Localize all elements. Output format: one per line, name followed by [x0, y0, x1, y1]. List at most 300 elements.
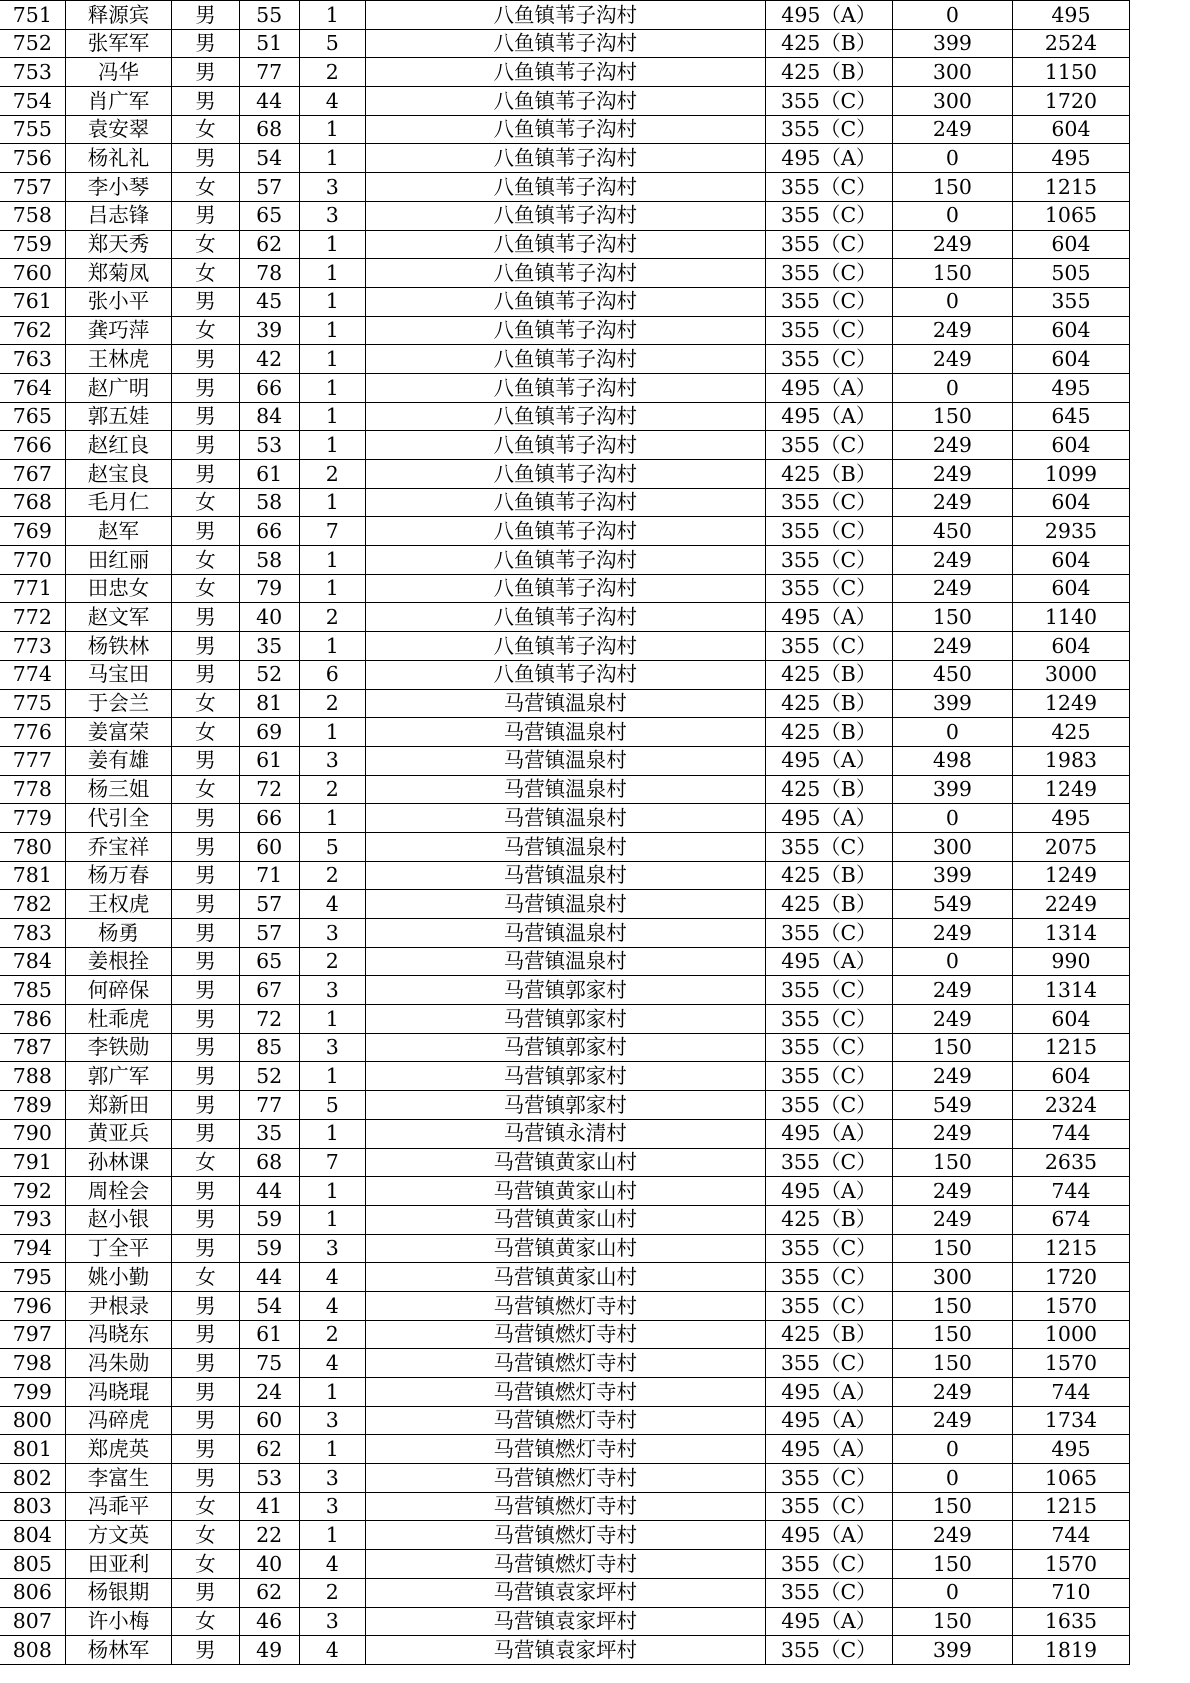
table-row	[0, 316, 1130, 345]
tier-cell: 355（C）	[765, 1636, 892, 1665]
total-cell: 2324	[1012, 1091, 1129, 1120]
row-number-cell: 807	[0, 1607, 65, 1636]
table-row	[0, 1349, 1130, 1378]
row-number-cell: 770	[0, 546, 65, 575]
row-number-cell: 785	[0, 976, 65, 1005]
gender-cell: 男	[172, 1464, 239, 1493]
table-row	[0, 919, 1130, 948]
household-size-cell: 1	[299, 1521, 365, 1550]
age-cell: 79	[239, 574, 299, 603]
table-row	[0, 1205, 1130, 1234]
name-cell: 冯华	[65, 58, 172, 87]
gender-cell: 男	[172, 1234, 239, 1263]
row-number-cell: 799	[0, 1378, 65, 1407]
location-cell: 马营镇郭家村	[365, 1005, 765, 1034]
gender-cell: 男	[172, 201, 239, 230]
location-cell: 马营镇温泉村	[365, 718, 765, 747]
table-row	[0, 603, 1130, 632]
total-cell: 1215	[1012, 1492, 1129, 1521]
supplement-cell: 0	[892, 947, 1012, 976]
gender-cell: 男	[172, 746, 239, 775]
household-size-cell: 1	[299, 1, 365, 30]
tier-cell: 355（C）	[765, 1234, 892, 1263]
total-cell: 355	[1012, 287, 1129, 316]
tier-cell: 495（A）	[765, 804, 892, 833]
location-cell: 八鱼镇苇子沟村	[365, 259, 765, 288]
tier-cell: 425（B）	[765, 660, 892, 689]
gender-cell: 男	[172, 58, 239, 87]
name-cell: 孙林课	[65, 1148, 172, 1177]
supplement-cell: 249	[892, 1062, 1012, 1091]
supplement-cell: 150	[892, 1291, 1012, 1320]
row-number-cell: 762	[0, 316, 65, 345]
tier-cell: 355（C）	[765, 1033, 892, 1062]
name-cell: 姜根拴	[65, 947, 172, 976]
total-cell: 1570	[1012, 1550, 1129, 1579]
row-number-cell: 801	[0, 1435, 65, 1464]
name-cell: 杨银期	[65, 1578, 172, 1607]
gender-cell: 男	[172, 1062, 239, 1091]
total-cell: 604	[1012, 115, 1129, 144]
age-cell: 42	[239, 345, 299, 374]
name-cell: 郑菊凤	[65, 259, 172, 288]
age-cell: 71	[239, 861, 299, 890]
supplement-cell: 0	[892, 201, 1012, 230]
tier-cell: 495（A）	[765, 144, 892, 173]
tier-cell: 355（C）	[765, 1578, 892, 1607]
age-cell: 35	[239, 632, 299, 661]
table-row	[0, 746, 1130, 775]
row-number-cell: 755	[0, 115, 65, 144]
location-cell: 马营镇温泉村	[365, 746, 765, 775]
age-cell: 40	[239, 603, 299, 632]
row-number-cell: 789	[0, 1091, 65, 1120]
gender-cell: 女	[172, 775, 239, 804]
row-number-cell: 791	[0, 1148, 65, 1177]
name-cell: 赵军	[65, 517, 172, 546]
gender-cell: 女	[172, 689, 239, 718]
table-row	[0, 832, 1130, 861]
total-cell: 1150	[1012, 58, 1129, 87]
supplement-cell: 0	[892, 804, 1012, 833]
total-cell: 604	[1012, 1005, 1129, 1034]
table-row	[0, 345, 1130, 374]
location-cell: 八鱼镇苇子沟村	[365, 287, 765, 316]
age-cell: 41	[239, 1492, 299, 1521]
age-cell: 52	[239, 660, 299, 689]
age-cell: 66	[239, 517, 299, 546]
supplement-cell: 300	[892, 58, 1012, 87]
supplement-cell: 549	[892, 890, 1012, 919]
supplement-cell: 249	[892, 919, 1012, 948]
name-cell: 李富生	[65, 1464, 172, 1493]
supplement-cell: 249	[892, 230, 1012, 259]
location-cell: 八鱼镇苇子沟村	[365, 29, 765, 58]
household-size-cell: 1	[299, 402, 365, 431]
location-cell: 马营镇燃灯寺村	[365, 1492, 765, 1521]
row-number-cell: 758	[0, 201, 65, 230]
supplement-cell: 249	[892, 345, 1012, 374]
table-row	[0, 1119, 1130, 1148]
household-size-cell: 2	[299, 58, 365, 87]
table-row	[0, 115, 1130, 144]
location-cell: 马营镇燃灯寺村	[365, 1320, 765, 1349]
table-row	[0, 660, 1130, 689]
tier-cell: 495（A）	[765, 1521, 892, 1550]
row-number-cell: 783	[0, 919, 65, 948]
location-cell: 马营镇燃灯寺村	[365, 1521, 765, 1550]
age-cell: 61	[239, 746, 299, 775]
location-cell: 八鱼镇苇子沟村	[365, 460, 765, 489]
tier-cell: 425（B）	[765, 1320, 892, 1349]
total-cell: 744	[1012, 1119, 1129, 1148]
age-cell: 59	[239, 1205, 299, 1234]
location-cell: 马营镇温泉村	[365, 919, 765, 948]
gender-cell: 男	[172, 890, 239, 919]
tier-cell: 495（A）	[765, 603, 892, 632]
tier-cell: 495（A）	[765, 373, 892, 402]
table-row	[0, 431, 1130, 460]
age-cell: 62	[239, 230, 299, 259]
supplement-cell: 249	[892, 431, 1012, 460]
tier-cell: 495（A）	[765, 947, 892, 976]
table-row	[0, 976, 1130, 1005]
household-size-cell: 3	[299, 746, 365, 775]
household-size-cell: 5	[299, 832, 365, 861]
name-cell: 李铁勋	[65, 1033, 172, 1062]
age-cell: 45	[239, 287, 299, 316]
name-cell: 郑新田	[65, 1091, 172, 1120]
name-cell: 田忠女	[65, 574, 172, 603]
household-size-cell: 4	[299, 1291, 365, 1320]
row-number-cell: 757	[0, 173, 65, 202]
gender-cell: 男	[172, 632, 239, 661]
location-cell: 八鱼镇苇子沟村	[365, 660, 765, 689]
tier-cell: 355（C）	[765, 87, 892, 116]
total-cell: 1983	[1012, 746, 1129, 775]
location-cell: 马营镇袁家坪村	[365, 1636, 765, 1665]
location-cell: 马营镇温泉村	[365, 832, 765, 861]
table-row	[0, 804, 1130, 833]
table-row	[0, 1464, 1130, 1493]
gender-cell: 女	[172, 259, 239, 288]
name-cell: 吕志锋	[65, 201, 172, 230]
gender-cell: 女	[172, 546, 239, 575]
supplement-cell: 0	[892, 1435, 1012, 1464]
row-number-cell: 804	[0, 1521, 65, 1550]
supplement-cell: 0	[892, 1464, 1012, 1493]
location-cell: 马营镇燃灯寺村	[365, 1435, 765, 1464]
row-number-cell: 803	[0, 1492, 65, 1521]
total-cell: 1314	[1012, 976, 1129, 1005]
age-cell: 57	[239, 919, 299, 948]
row-number-cell: 798	[0, 1349, 65, 1378]
location-cell: 八鱼镇苇子沟村	[365, 632, 765, 661]
household-size-cell: 1	[299, 1177, 365, 1206]
total-cell: 744	[1012, 1378, 1129, 1407]
gender-cell: 男	[172, 345, 239, 374]
row-number-cell: 771	[0, 574, 65, 603]
name-cell: 杨三姐	[65, 775, 172, 804]
table-row	[0, 632, 1130, 661]
table-row	[0, 1435, 1130, 1464]
total-cell: 604	[1012, 431, 1129, 460]
household-size-cell: 6	[299, 660, 365, 689]
gender-cell: 男	[172, 287, 239, 316]
row-number-cell: 797	[0, 1320, 65, 1349]
location-cell: 马营镇黄家山村	[365, 1263, 765, 1292]
total-cell: 1720	[1012, 87, 1129, 116]
tier-cell: 355（C）	[765, 1349, 892, 1378]
supplement-cell: 399	[892, 1636, 1012, 1665]
age-cell: 72	[239, 775, 299, 804]
household-size-cell: 1	[299, 115, 365, 144]
gender-cell: 男	[172, 1578, 239, 1607]
gender-cell: 男	[172, 431, 239, 460]
name-cell: 毛月仁	[65, 488, 172, 517]
row-number-cell: 795	[0, 1263, 65, 1292]
supplement-cell: 0	[892, 287, 1012, 316]
name-cell: 赵文军	[65, 603, 172, 632]
gender-cell: 男	[172, 1205, 239, 1234]
gender-cell: 男	[172, 87, 239, 116]
supplement-cell: 150	[892, 1349, 1012, 1378]
gender-cell: 女	[172, 1550, 239, 1579]
gender-cell: 男	[172, 1291, 239, 1320]
table-row	[0, 1263, 1130, 1292]
tier-cell: 425（B）	[765, 775, 892, 804]
tier-cell: 495（A）	[765, 1435, 892, 1464]
age-cell: 72	[239, 1005, 299, 1034]
age-cell: 61	[239, 1320, 299, 1349]
gender-cell: 男	[172, 1177, 239, 1206]
tier-cell: 355（C）	[765, 919, 892, 948]
age-cell: 61	[239, 460, 299, 489]
table-row	[0, 29, 1130, 58]
row-number-cell: 773	[0, 632, 65, 661]
name-cell: 周栓会	[65, 1177, 172, 1206]
row-number-cell: 766	[0, 431, 65, 460]
age-cell: 54	[239, 144, 299, 173]
household-size-cell: 7	[299, 517, 365, 546]
gender-cell: 女	[172, 1148, 239, 1177]
gender-cell: 女	[172, 718, 239, 747]
household-size-cell: 3	[299, 173, 365, 202]
row-number-cell: 800	[0, 1406, 65, 1435]
location-cell: 八鱼镇苇子沟村	[365, 316, 765, 345]
table-row	[0, 1406, 1130, 1435]
age-cell: 66	[239, 373, 299, 402]
household-size-cell: 3	[299, 1406, 365, 1435]
household-size-cell: 4	[299, 1349, 365, 1378]
total-cell: 495	[1012, 1435, 1129, 1464]
row-number-cell: 784	[0, 947, 65, 976]
row-number-cell: 765	[0, 402, 65, 431]
gender-cell: 男	[172, 517, 239, 546]
supplement-cell: 249	[892, 1521, 1012, 1550]
gender-cell: 男	[172, 1349, 239, 1378]
location-cell: 马营镇燃灯寺村	[365, 1291, 765, 1320]
supplement-cell: 249	[892, 460, 1012, 489]
age-cell: 59	[239, 1234, 299, 1263]
location-cell: 马营镇郭家村	[365, 1091, 765, 1120]
table-row	[0, 287, 1130, 316]
gender-cell: 男	[172, 861, 239, 890]
age-cell: 44	[239, 87, 299, 116]
total-cell: 495	[1012, 373, 1129, 402]
total-cell: 505	[1012, 259, 1129, 288]
name-cell: 姜有雄	[65, 746, 172, 775]
tier-cell: 355（C）	[765, 517, 892, 546]
tier-cell: 355（C）	[765, 1148, 892, 1177]
tier-cell: 425（B）	[765, 1205, 892, 1234]
row-number-cell: 793	[0, 1205, 65, 1234]
tier-cell: 355（C）	[765, 201, 892, 230]
household-size-cell: 2	[299, 775, 365, 804]
household-size-cell: 1	[299, 574, 365, 603]
location-cell: 马营镇郭家村	[365, 1062, 765, 1091]
row-number-cell: 790	[0, 1119, 65, 1148]
location-cell: 八鱼镇苇子沟村	[365, 58, 765, 87]
tier-cell: 425（B）	[765, 29, 892, 58]
tier-cell: 495（A）	[765, 1406, 892, 1435]
gender-cell: 女	[172, 316, 239, 345]
gender-cell: 男	[172, 976, 239, 1005]
location-cell: 马营镇郭家村	[365, 976, 765, 1005]
tier-cell: 355（C）	[765, 316, 892, 345]
gender-cell: 男	[172, 144, 239, 173]
gender-cell: 女	[172, 1263, 239, 1292]
tier-cell: 495（A）	[765, 1607, 892, 1636]
household-size-cell: 1	[299, 804, 365, 833]
household-size-cell: 3	[299, 1464, 365, 1493]
row-number-cell: 753	[0, 58, 65, 87]
gender-cell: 男	[172, 1091, 239, 1120]
gender-cell: 男	[172, 804, 239, 833]
location-cell: 八鱼镇苇子沟村	[365, 431, 765, 460]
household-size-cell: 1	[299, 488, 365, 517]
tier-cell: 495（A）	[765, 746, 892, 775]
tier-cell: 495（A）	[765, 1119, 892, 1148]
table-row	[0, 1, 1130, 30]
table-row	[0, 1636, 1130, 1665]
name-cell: 冯晓东	[65, 1320, 172, 1349]
household-size-cell: 4	[299, 87, 365, 116]
table-row	[0, 1378, 1130, 1407]
supplement-cell: 300	[892, 87, 1012, 116]
tier-cell: 355（C）	[765, 287, 892, 316]
supplement-cell: 249	[892, 1005, 1012, 1034]
tier-cell: 355（C）	[765, 1492, 892, 1521]
supplement-cell: 399	[892, 861, 1012, 890]
supplement-cell: 450	[892, 660, 1012, 689]
tier-cell: 425（B）	[765, 718, 892, 747]
household-size-cell: 4	[299, 1550, 365, 1579]
age-cell: 54	[239, 1291, 299, 1320]
tier-cell: 355（C）	[765, 173, 892, 202]
household-size-cell: 2	[299, 689, 365, 718]
row-number-cell: 774	[0, 660, 65, 689]
household-size-cell: 1	[299, 1378, 365, 1407]
row-number-cell: 756	[0, 144, 65, 173]
table-row	[0, 1607, 1130, 1636]
supplement-cell: 150	[892, 1148, 1012, 1177]
location-cell: 八鱼镇苇子沟村	[365, 230, 765, 259]
age-cell: 78	[239, 259, 299, 288]
total-cell: 604	[1012, 632, 1129, 661]
name-cell: 田红丽	[65, 546, 172, 575]
name-cell: 尹根录	[65, 1291, 172, 1320]
age-cell: 65	[239, 201, 299, 230]
tier-cell: 355（C）	[765, 259, 892, 288]
location-cell: 马营镇黄家山村	[365, 1234, 765, 1263]
total-cell: 645	[1012, 402, 1129, 431]
total-cell: 744	[1012, 1521, 1129, 1550]
household-size-cell: 2	[299, 1320, 365, 1349]
total-cell: 1140	[1012, 603, 1129, 632]
gender-cell: 男	[172, 460, 239, 489]
household-size-cell: 1	[299, 144, 365, 173]
total-cell: 1720	[1012, 1263, 1129, 1292]
gender-cell: 男	[172, 29, 239, 58]
total-cell: 604	[1012, 345, 1129, 374]
age-cell: 60	[239, 1406, 299, 1435]
age-cell: 62	[239, 1578, 299, 1607]
total-cell: 744	[1012, 1177, 1129, 1206]
total-cell: 1065	[1012, 1464, 1129, 1493]
location-cell: 马营镇温泉村	[365, 689, 765, 718]
table-row	[0, 373, 1130, 402]
total-cell: 495	[1012, 1, 1129, 30]
supplement-cell: 150	[892, 603, 1012, 632]
location-cell: 八鱼镇苇子沟村	[365, 488, 765, 517]
gender-cell: 女	[172, 488, 239, 517]
row-number-cell: 805	[0, 1550, 65, 1579]
name-cell: 杜乖虎	[65, 1005, 172, 1034]
total-cell: 604	[1012, 574, 1129, 603]
total-cell: 2935	[1012, 517, 1129, 546]
household-size-cell: 1	[299, 345, 365, 374]
table-row	[0, 1033, 1130, 1062]
total-cell: 1000	[1012, 1320, 1129, 1349]
name-cell: 冯乖平	[65, 1492, 172, 1521]
location-cell: 八鱼镇苇子沟村	[365, 115, 765, 144]
supplement-cell: 300	[892, 832, 1012, 861]
household-size-cell: 1	[299, 316, 365, 345]
tier-cell: 425（B）	[765, 460, 892, 489]
location-cell: 八鱼镇苇子沟村	[365, 144, 765, 173]
table-row	[0, 201, 1130, 230]
supplement-cell: 399	[892, 775, 1012, 804]
household-size-cell: 4	[299, 1636, 365, 1665]
gender-cell: 女	[172, 115, 239, 144]
name-cell: 方文英	[65, 1521, 172, 1550]
household-size-cell: 7	[299, 1148, 365, 1177]
total-cell: 1570	[1012, 1349, 1129, 1378]
gender-cell: 男	[172, 919, 239, 948]
age-cell: 69	[239, 718, 299, 747]
row-number-cell: 752	[0, 29, 65, 58]
age-cell: 58	[239, 488, 299, 517]
tier-cell: 495（A）	[765, 1177, 892, 1206]
age-cell: 44	[239, 1263, 299, 1292]
row-number-cell: 808	[0, 1636, 65, 1665]
row-number-cell: 779	[0, 804, 65, 833]
household-size-cell: 1	[299, 632, 365, 661]
name-cell: 黄亚兵	[65, 1119, 172, 1148]
age-cell: 66	[239, 804, 299, 833]
age-cell: 65	[239, 947, 299, 976]
